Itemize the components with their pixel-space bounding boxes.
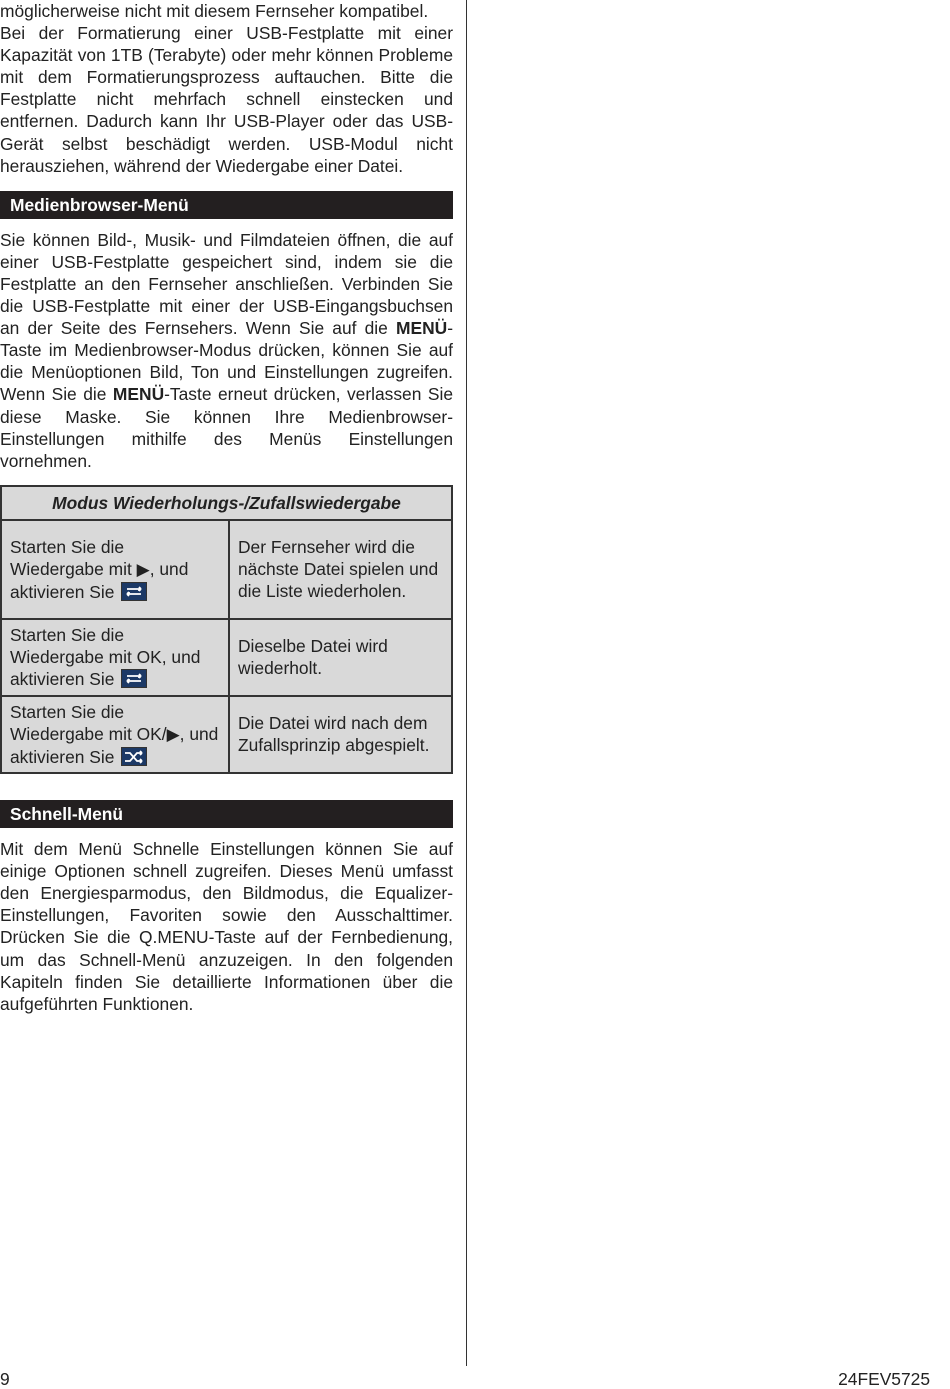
quick-menu-heading: Schnell-Menü <box>0 800 453 828</box>
model-number: 24FEV5725 <box>838 1369 930 1389</box>
play-symbol: ▶ <box>136 559 150 579</box>
table-header-row <box>1 486 452 520</box>
media-browser-paragraph <box>0 229 453 472</box>
mb-text-2: -Taste im Medienbrowser-Modus drücken, können Sie auf die Menüoptionen Bild, Ton und Einstellungen zugreifen. Wenn Sie die <box>0 318 453 405</box>
row3-result: Die Datei wird nach dem Zufallsprinzip abgespielt. <box>229 696 452 773</box>
row1-result: Der Fernseher wird die nächste Datei spielen und die Liste wiederholen. <box>229 520 452 619</box>
row3-action: Starten Sie die Wiedergabe mit OK/▶, und aktivieren Sie <box>1 696 229 773</box>
repeat-icon <box>121 669 147 688</box>
table-row <box>1 696 452 773</box>
play-symbol: ▶ <box>166 724 180 744</box>
mb-text-1: Sie können Bild-, Musik- und Filmdateien öffnen, die auf einer USB-Festplatte gespeichert sind, indem sie die Festplatte an den Fernseher anschließen. Verbinden Sie die USB-Festplatte mit einer der USB-Eingangsbuchsen an der Seite des Fernsehers. Wenn Sie auf die <box>0 229 453 339</box>
intro-line: möglicherweise nicht mit diesem Fernseher kompatibel. <box>0 1 429 21</box>
repeat-icon <box>121 582 147 601</box>
menu-key-2: MENÜ <box>112 384 165 405</box>
mb-text-3: -Taste erneut drücken, verlassen Sie diese Maske. Sie können Ihre Medienbrowser-Einstellungen mithilfe des Menüs Einstellungen vornehmen. <box>0 384 454 471</box>
usb-format-paragraph: Bei der Formatierung einer USB-Festplatte mit einer Kapazität von 1TB (Terabyte) oder mehr können Probleme mit dem Formatierungsprozess auftauchen. Bitte die Festplatte nicht mehrfach schnell einstecken und entfernen. Dadurch kann Ihr USB-Player oder das USB-Gerät selbst beschädigt werden. USB-Modul nicht herausziehen, während der Wiedergabe einer Datei. <box>0 23 453 176</box>
repeat-shuffle-table <box>0 485 453 774</box>
row2-result: Dieselbe Datei wird wiederholt. <box>229 619 452 696</box>
left-column <box>0 0 453 1015</box>
row2-action: Starten Sie die Wiedergabe mit OK, und aktivieren Sie <box>1 619 229 696</box>
table-header: Modus Wiederholungs-/Zufallswiedergabe <box>1 486 452 520</box>
column-divider <box>466 0 467 1366</box>
row1-action: Starten Sie die Wiedergabe mit ▶, und aktivieren Sie <box>1 520 229 619</box>
shuffle-icon <box>121 747 147 766</box>
media-browser-heading: Medienbrowser-Menü <box>0 191 453 219</box>
quick-menu-paragraph: Mit dem Menü Schnelle Einstellungen können Sie auf einige Optionen schnell zugreifen. Dieses Menü umfasst den Energiesparmodus, den Bildmodus, die Equalizer-Einstellungen, Favoriten sowie den Ausschalttimer. Drücken Sie die Q.MENU-Taste auf der Fernbedienung, um das Schnell-Menü anzuzeigen. In den folgenden Kapiteln finden Sie detaillierte Informationen über die aufgeführten Funktionen. <box>0 839 453 1014</box>
table-row <box>1 520 452 619</box>
table-row <box>1 619 452 696</box>
page-number: 9 <box>0 1369 10 1389</box>
menu-key-1: MENÜ <box>395 318 448 339</box>
